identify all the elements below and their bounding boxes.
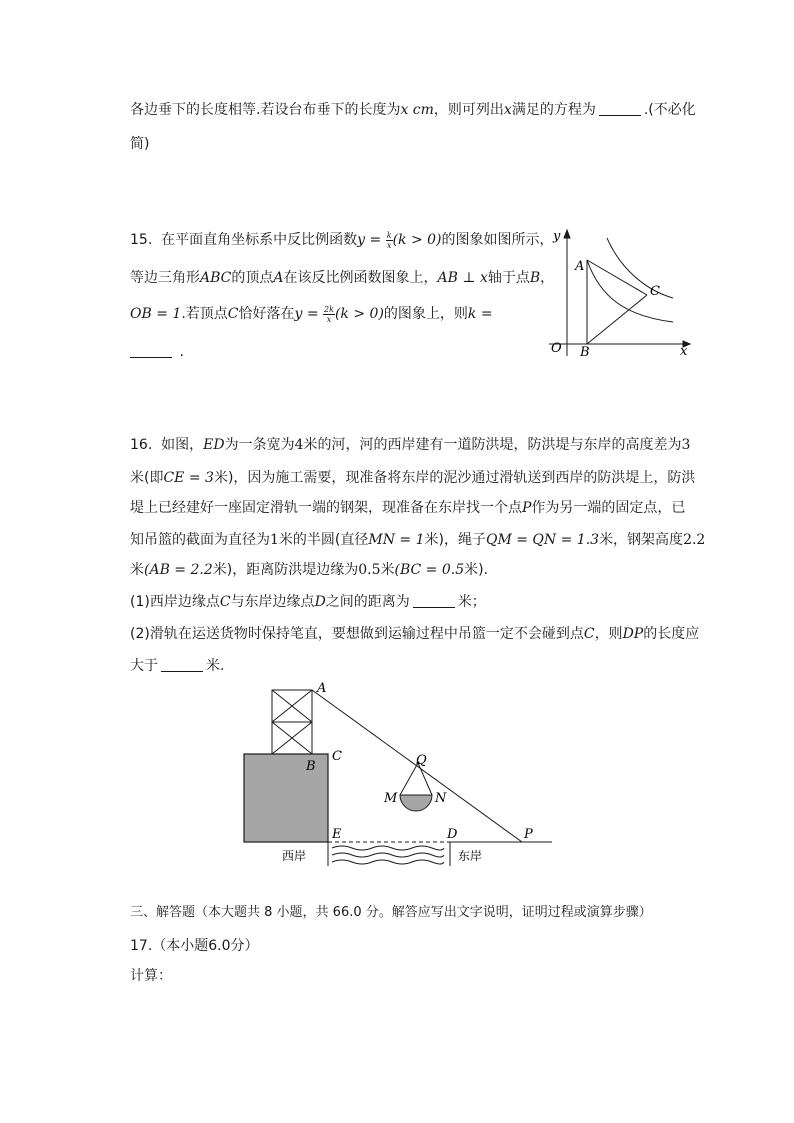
label-B: B [306,759,316,774]
label-N: N [435,791,447,806]
label-Q: Q [416,753,427,768]
q15-figure [545,224,695,360]
label-O: O [551,341,562,356]
q17-header: 17.（本小题6.0分） [130,938,259,954]
y-axis-arrow-icon [564,230,570,238]
q14-line-2: 简) [130,136,150,152]
basket [400,795,432,811]
label-A: A [317,681,327,696]
river-wave-3 [332,860,444,864]
q16-number: 16. [130,437,153,453]
label-C: C [332,749,342,764]
q15-line-1: 15. 在平面直角坐标系中反比例函数y = $\frac{k}{x}$ (k > 0)的图象如图所示， [130,230,554,250]
river-wave-2 [332,853,444,857]
q16-line-2: 米(即CE = 3米)，因为施工需要，现准备将东岸的泥沙通过滑轨送到西岸的防洪堤上，防洪 [130,470,696,486]
label-x: x [680,344,688,359]
section-3-title: 三、解答题（本大题共 8 小题，共 66.0 分。解答应写出文字说明，证明过程或演算步骤） [130,905,652,920]
answer-blank-15[interactable] [130,343,172,358]
curve-2k-over-x [607,238,673,298]
label-E: E [332,827,342,842]
label-A: A [575,259,585,274]
q16-part-2-cont: 大于 米. [130,658,225,674]
answer-blank-16-2[interactable] [161,657,203,672]
q15-line-2: 等边三角形ABC的顶点A在该反比例函数图象上，AB ⊥ x轴于点B， [130,270,555,286]
label-y: y [553,229,561,244]
river-wave-1 [332,846,444,850]
q16-line-1: 16. 如图，ED为一条宽为4米的河，河的西岸建有一道防洪堤，防洪堤与东岸的高度差为3 [130,437,691,453]
fraction-2k-over-x: $\frac{2k}{x}$ [324,304,334,324]
label-C: C [650,284,660,299]
label-west-bank: 西岸 [282,849,307,863]
q15-line-4: . [130,342,184,362]
label-P: P [524,827,533,842]
label-east-bank: 东岸 [458,849,483,863]
q16-line-3: 堤上已经建好一座固定滑轨一端的钢架，现准备在东岸找一个点P作为另一端的固定点，已 [130,500,686,516]
q16-part-2: (2)滑轨在运送货物时保持笔直，要想做到运输过程中吊篮一定不会碰到点C，则DP的长度应 [130,626,700,642]
q16-part-1: (1)西岸边缘点C与东岸边缘点D之间的距离为 米； [130,594,486,610]
curve-k-over-x [587,260,673,322]
q17-body: 计算： [130,968,172,984]
q16-line-5: 米(AB = 2.2米)，距离防洪堤边缘为0.5米(BC = 0.5米). [130,562,489,578]
label-M: M [384,791,398,806]
fraction-k-over-x: $\frac{k}{x}$ [386,230,392,250]
q15-line-3: OB = 1.若顶点C恰好落在y = $\frac{2k}{x}$ (k > 0)的图象上，则k = [130,304,493,324]
q15-number: 15. [130,232,153,248]
q16-line-4: 知吊篮的截面为直径为1米的半圆(直径MN = 1米)，绳子QM = QN = 1.3米，钢架高度2.2 [130,532,706,548]
q16-figure [240,678,560,868]
segment-AC [587,260,647,295]
q14-line-1: 各边垂下的长度相等.若设台布垂下的长度为x cm，则可列出x满足的方程为 .(不必化 [130,102,696,118]
label-B: B [580,345,590,360]
answer-blank-16-1[interactable] [413,593,455,608]
answer-blank-14[interactable] [599,101,641,116]
label-D: D [447,827,458,842]
